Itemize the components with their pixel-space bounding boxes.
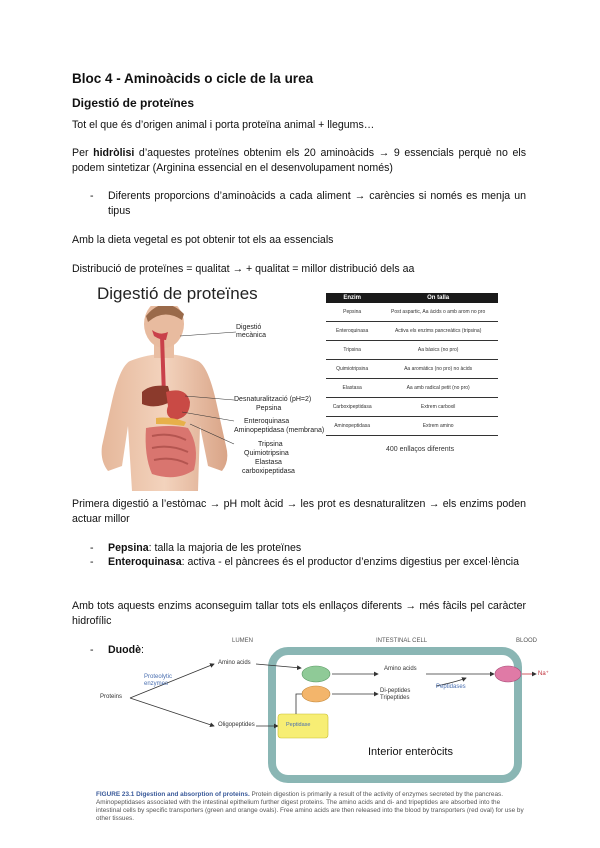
table-row: Enteroquinasa Activa els enzims pancreàtics (tripsina) bbox=[326, 322, 498, 341]
bullet-pepsina: - Pepsina: talla la majoria de les proteïnes bbox=[90, 542, 302, 554]
label-elastasa: Elastasa bbox=[255, 459, 282, 466]
label-blood: BLOOD bbox=[516, 638, 538, 644]
label-pepsina: Pepsina bbox=[256, 405, 282, 412]
label-dipeptides: Di-peptides Tripeptides bbox=[380, 688, 411, 701]
paragraph-origin: Tot el que és d’origen animal i porta proteïna animal + llegums… bbox=[72, 119, 375, 131]
paragraph-distribution: Distribució de proteïnes = qualitat → + qualitat = millor distribució dels aa bbox=[72, 263, 415, 275]
label-proteins: Proteins bbox=[100, 694, 123, 700]
paragraph-first-digestion: Primera digestió a l’estòmac → pH molt àcid → les prot es desnaturalitzen → els enzims poden actuar millor bbox=[72, 498, 526, 525]
label-proteolytic: Proteolytic enzymes bbox=[144, 674, 173, 687]
table-header-enzim: Enzim bbox=[326, 293, 378, 303]
figure-title: Digestió de proteïnes bbox=[97, 284, 258, 303]
table-row: Tripsina Aa bàsics (no pro) bbox=[326, 341, 498, 360]
table-row: Carboxipeptidasa Extrem carboxil bbox=[326, 398, 498, 417]
table-row: Aminopeptidasa Extrem amino bbox=[326, 417, 498, 436]
label-digestio-mecanica: Digestió mecànica bbox=[236, 324, 266, 339]
table-row: Elastasa Aa amb radical petit (no pro) bbox=[326, 379, 498, 398]
table-row: Quimiotripsina Aa aromàtics (no pro) no àcids bbox=[326, 360, 498, 379]
enzyme-table bbox=[326, 293, 498, 436]
label-quimiotripsina: Quimiotripsina bbox=[244, 450, 289, 457]
label-amino-acids-cell: Amino acids bbox=[384, 666, 417, 672]
absorption-figure bbox=[96, 636, 548, 786]
enzyme-table-wrap bbox=[326, 293, 498, 453]
page-title: Bloc 4 - Aminoàcids o cicle de la urea bbox=[72, 71, 314, 86]
bullet-proportions: - Diferents proporcions d’aminoàcids a cada aliment → carències si només es menja un tipus bbox=[90, 190, 526, 217]
label-desnaturalitzacio: Desnaturalització (pH=2) bbox=[234, 396, 312, 403]
label-tripsina: Tripsina bbox=[258, 441, 283, 448]
hydrolysis-bold: hidròlisi bbox=[93, 147, 135, 159]
table-note: 400 enllaços diferents bbox=[386, 446, 455, 453]
label-amino-acids-lumen: Amino acids bbox=[218, 660, 251, 666]
absorption-diagram bbox=[96, 636, 548, 786]
paragraph-vegetal: Amb la dieta vegetal es pot obtenir tot els aa essencials bbox=[72, 234, 334, 246]
paragraph-hydrolysis: Per hidròlisi d’aquestes proteïnes obtenim els 20 aminoàcids → 9 essencials perquè no els podem sintetizar (Arginina essencial en el desenvolupament només) bbox=[72, 147, 526, 174]
label-enteroquinasa: Enteroquinasa bbox=[244, 418, 290, 425]
digestion-figure bbox=[90, 284, 510, 489]
label-oligopeptides: Oligopeptides bbox=[218, 722, 255, 728]
label-carboxipeptidasa: carboxipeptidasa bbox=[242, 468, 295, 475]
bullet-duode: - Duodè: bbox=[90, 644, 144, 656]
table-row: Pepsina Post aspartic, Aa àcids o amb arom no pro bbox=[326, 303, 498, 322]
label-peptidases: Peptidases bbox=[436, 684, 466, 690]
section-title: Digestió de proteïnes bbox=[72, 96, 195, 110]
label-lumen: LUMEN bbox=[232, 638, 254, 644]
label-interior-enterocits: Interior enteròcits bbox=[368, 746, 453, 758]
figure-caption: FIGURE 23.1 Digestion and absorption of proteins. Protein digestion is primarily a result of the activity of enzymes secreted by the pancreas. Aminopeptidases associated with the intestinal epithelium further digest proteins. The amino acids and di- and tripeptides are absorbed into the intestinal cells by specific transporters (green and orange ovals). Free amino acids are then released into the blood by transporters (red oval) for use by other tissues. bbox=[96, 791, 524, 822]
table-header-on-talla: On talla bbox=[378, 293, 498, 303]
paragraph-all-enzymes: Amb tots aquests enzims aconseguim tallar tots els enllaços diferents → més fàcils pel caràcter hidrofílic bbox=[72, 600, 526, 627]
bullet-enteroquinasa: - Enteroquinasa: activa - el pàncrees és el productor d’enzims digestius per excel·lència bbox=[90, 556, 519, 568]
label-aminopeptidasa: Aminopeptidasa (membrana) bbox=[234, 427, 325, 434]
label-intestinal-cell: INTESTINAL CELL bbox=[376, 638, 428, 644]
label-peptidase: Peptidase bbox=[286, 722, 311, 728]
label-na: Na⁺ bbox=[538, 671, 549, 677]
